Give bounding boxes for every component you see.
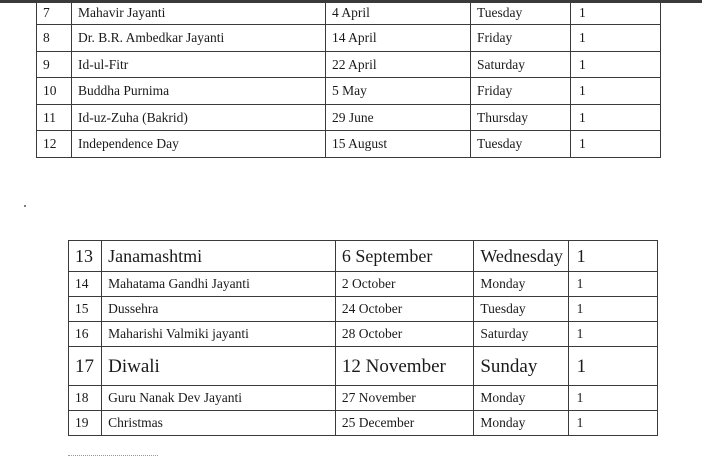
- table-row: [69, 272, 658, 297]
- table-row: [37, 78, 661, 105]
- holiday-name-cell: Janamashtmi: [102, 241, 336, 272]
- holiday-count-cell: 1: [568, 411, 657, 436]
- serial-number-cell: 16: [69, 322, 102, 347]
- serial-number-cell: 7: [37, 1, 72, 25]
- table-row: [69, 297, 658, 322]
- table-row: [69, 386, 658, 411]
- serial-number-cell: 8: [37, 25, 72, 52]
- table-row: [69, 241, 658, 272]
- holiday-count-cell: 1: [571, 78, 661, 105]
- holiday-name-cell: Dussehra: [102, 297, 336, 322]
- holiday-day-cell: Sunday: [474, 347, 568, 386]
- holiday-count-cell: 1: [571, 131, 661, 158]
- table-row: [69, 322, 658, 347]
- table-row: [69, 347, 658, 386]
- holiday-date-cell: 27 November: [335, 386, 473, 411]
- holiday-name-cell: Mahavir Jayanti: [72, 1, 326, 25]
- table-row: [37, 25, 661, 52]
- table-row: [37, 51, 661, 78]
- serial-number-cell: 13: [69, 241, 102, 272]
- holiday-table-part-1: [36, 0, 661, 158]
- serial-number-cell: 12: [37, 131, 72, 158]
- holiday-name-cell: Mahatama Gandhi Jayanti: [102, 272, 336, 297]
- serial-number-cell: 17: [69, 347, 102, 386]
- holiday-date-cell: 28 October: [335, 322, 473, 347]
- holiday-count-cell: 1: [571, 1, 661, 25]
- holiday-date-cell: 2 October: [335, 272, 473, 297]
- holiday-day-cell: Saturday: [471, 51, 571, 78]
- holiday-count-cell: 1: [571, 25, 661, 52]
- holiday-date-cell: 24 October: [335, 297, 473, 322]
- holiday-name-cell: Christmas: [102, 411, 336, 436]
- holiday-count-cell: 1: [568, 322, 657, 347]
- table-row: [37, 1, 661, 25]
- holiday-date-cell: 12 November: [335, 347, 473, 386]
- serial-number-cell: 9: [37, 51, 72, 78]
- holiday-name-cell: Id-ul-Fitr: [72, 51, 326, 78]
- serial-number-cell: 11: [37, 104, 72, 131]
- holiday-date-cell: 14 April: [326, 25, 471, 52]
- serial-number-cell: 18: [69, 386, 102, 411]
- holiday-day-cell: Tuesday: [474, 297, 568, 322]
- scan-speck: [24, 205, 26, 207]
- holiday-count-cell: 1: [568, 386, 657, 411]
- holiday-date-cell: 22 April: [326, 51, 471, 78]
- holiday-count-cell: 1: [568, 241, 657, 272]
- holiday-name-cell: Diwali: [102, 347, 336, 386]
- holiday-day-cell: Monday: [474, 386, 568, 411]
- holiday-day-cell: Monday: [474, 272, 568, 297]
- holiday-day-cell: Tuesday: [471, 131, 571, 158]
- holiday-day-cell: Wednesday: [474, 241, 568, 272]
- table-row: [37, 104, 661, 131]
- holiday-day-cell: Saturday: [474, 322, 568, 347]
- serial-number-cell: 15: [69, 297, 102, 322]
- holiday-count-cell: 1: [571, 104, 661, 131]
- holiday-date-cell: 6 September: [335, 241, 473, 272]
- serial-number-cell: 10: [37, 78, 72, 105]
- holiday-name-cell: Dr. B.R. Ambedkar Jayanti: [72, 25, 326, 52]
- holiday-day-cell: Friday: [471, 78, 571, 105]
- holiday-name-cell: Independence Day: [72, 131, 326, 158]
- holiday-name-cell: Buddha Purnima: [72, 78, 326, 105]
- table-row: [69, 411, 658, 436]
- holiday-count-cell: 1: [571, 51, 661, 78]
- holiday-day-cell: Thursday: [471, 104, 571, 131]
- holiday-date-cell: 25 December: [335, 411, 473, 436]
- serial-number-cell: 14: [69, 272, 102, 297]
- holiday-count-cell: 1: [568, 347, 657, 386]
- holiday-name-cell: Id-uz-Zuha (Bakrid): [72, 104, 326, 131]
- holiday-count-cell: 1: [568, 272, 657, 297]
- holiday-date-cell: 5 May: [326, 78, 471, 105]
- page-bottom-edge: [68, 455, 158, 459]
- holiday-date-cell: 15 August: [326, 131, 471, 158]
- holiday-date-cell: 29 June: [326, 104, 471, 131]
- holiday-day-cell: Monday: [474, 411, 568, 436]
- holiday-date-cell: 4 April: [326, 1, 471, 25]
- holiday-table-part-2: [68, 240, 658, 436]
- holiday-count-cell: 1: [568, 297, 657, 322]
- holiday-day-cell: Friday: [471, 25, 571, 52]
- serial-number-cell: 19: [69, 411, 102, 436]
- holiday-name-cell: Guru Nanak Dev Jayanti: [102, 386, 336, 411]
- holiday-day-cell: Tuesday: [471, 1, 571, 25]
- table-row: [37, 131, 661, 158]
- holiday-name-cell: Maharishi Valmiki jayanti: [102, 322, 336, 347]
